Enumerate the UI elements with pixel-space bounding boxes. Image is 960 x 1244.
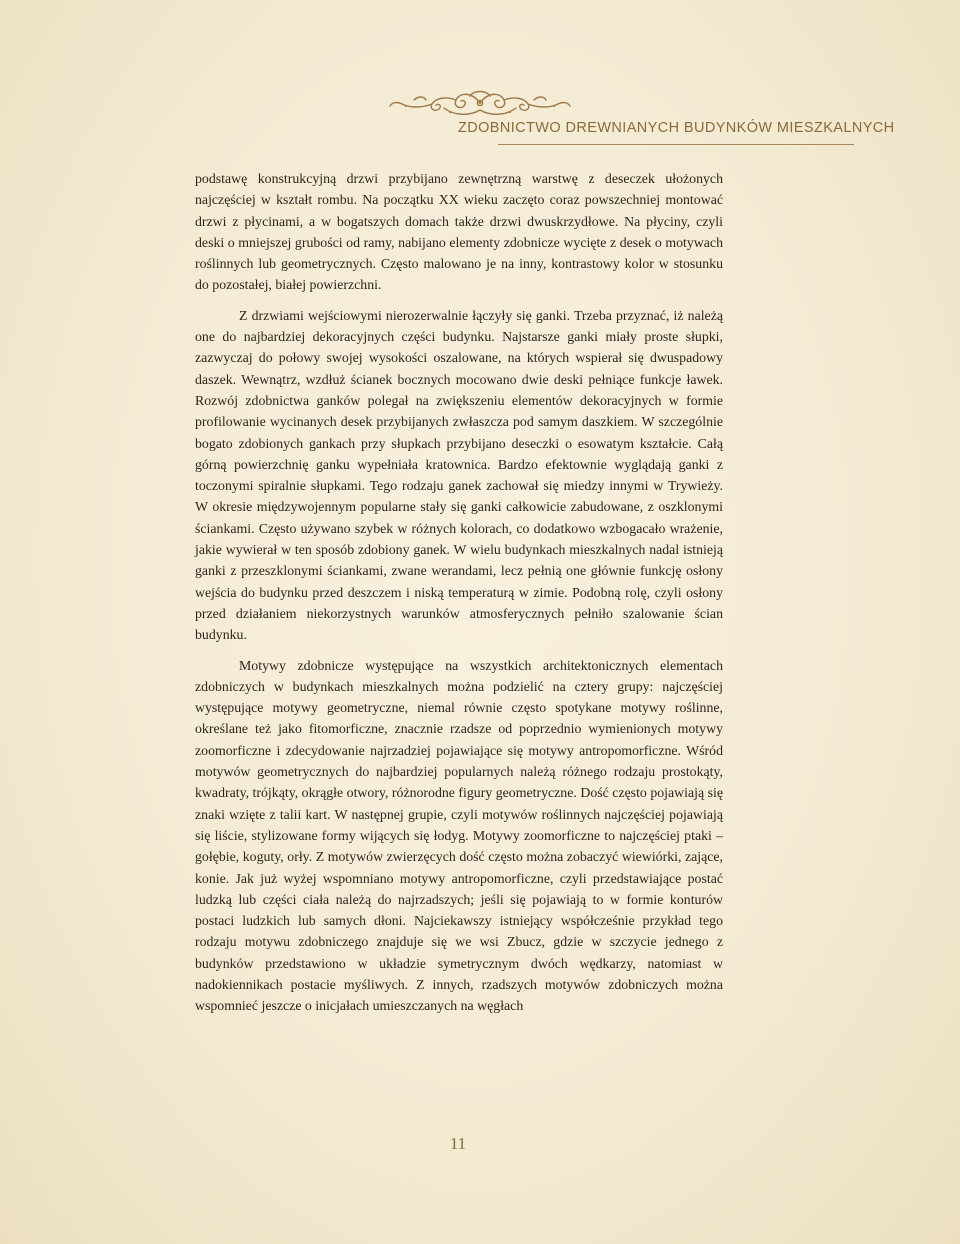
header-divider: [498, 144, 854, 145]
floral-ornament-icon: [384, 86, 576, 120]
paragraph: Motywy zdobnicze występujące na wszystkich architektonicznych elementach zdobniczych w budynkach mieszkalnych można podzielić na cztery grupy: najczęściej występujące motywy geometryczne, niemal równie często spotykane motywy roślinne, określane też jako fitomorficzne, znacznie rzadsze od poprzednio wymienionych motywy zoomorficzne i zdecydowanie najrzadziej pojawiające się motywy antropomorficzne. Wśród motywów geometrycznych do najbardziej popularnych należą różnego rodzaju prostokąty, kwadraty, trójkąty, okrągłe otwory, różnorodne figury geometryczne. Dość często pojawiają się znaki wzięte z talii kart. W następnej grupie, czyli motywów roślinnych najczęściej pojawiają się liście, stylizowane formy wijących się łodyg. Motywy zoomorficzne to najczęściej ptaki – gołębie, koguty, orły. Z motywów zwierzęcych dość często można zobaczyć wiewiórki, zające, konie. Jak już wyżej wspomniano motywy antropomorficzne, czyli przedstawiające postać ludzką lub części ciała należą do najrzadszych; jeśli się pojawiają to w formie konturów postaci ludzkich lub samych dłoni. Najciekawszy istniejący współcześnie przykład tego rodzaju motywu zdobniczego znajduje się we wsi Zbucz, gdzie w szczycie jednego z budynków przedstawiono w układzie symetrycznym dwóch wędkarzy, natomiast w nadokiennikach postacie myśliwych. Z innych, rzadszych motywów zdobniczych można wspomnieć jeszcze o inicjałach umieszczanych na węgłach: [195, 657, 723, 1014]
article-body: [195, 168, 723, 1017]
paragraph: Z drzwiami wejściowymi nierozerwalnie łączyły się ganki. Trzeba przyznać, iż należą one do najbardziej dekoracyjnych części budynku. Najstarsze ganki miały proste słupki, zazwyczaj do połowy swojej wysokości oszalowane, na których wspierał się dwuspadowy daszek. Wewnątrz, wzdłuż ścianek bocznych mocowano dwie deski pełniące funkcje ławek. Rozwój zdobnictwa ganków polegał na zwiększeniu elementów dekoracyjnych w formie profilowanie wycinanych desek przybijanych zwłaszcza pod samym daszkiem. W szczególnie bogato zdobionych gankach przy słupkach przybijano deseczki o esowatym kształcie. Całą górną powierzchnię ganku wypełniała kratownica. Bardzo efektownie wyglądają ganki z toczonymi spiralnie słupkami. Tego rodzaju ganek zachował się miedzy innymi w Trywieży. W okresie międzywojennym popularne stały się ganki całkowicie zabudowane, z oszklonymi ściankami. Często używano szybek w różnych kolorach, co dodatkowo wzbogacało wrażenie, jakie wywierał w ten sposób zdobiony ganek. W wielu budynkach mieszkalnych nadal istnieją ganki z przeszklonymi ściankami, zwane werandami, lecz pełnią one głównie funkcję osłony wejścia do budynku przed deszczem i niską temperaturą w zimie. Podobną rolę, czyli osłony przed działaniem niekorzystnych warunków atmosferycznych pełniło szalowanie ścian budynku.: [195, 307, 723, 643]
paragraph: podstawę konstrukcyjną drzwi przybijano zewnętrzną warstwę z deseczek ułożonych najczęściej w kształt rombu. Na początku XX wieku zaczęto coraz powszechniej montować drzwi z płycinami, a w bogatszych domach także drzwi dwuskrzydłowe. Na płyciny, czyli deski o mniejszej grubości od ramy, nabijano elementy zdobnicze wycięte z desek o motywach roślinnych lub geometrycznych. Często malowano je na inny, kontrastowy kolor w stosunku do pozostałej, białej powierzchni.: [195, 171, 723, 293]
running-header: [0, 80, 960, 150]
page-number: 11: [449, 1134, 467, 1153]
header-title: ZDOBNICTWO DREWNIANYCH BUDYNKÓW MIESZKALNYCH: [458, 120, 895, 136]
